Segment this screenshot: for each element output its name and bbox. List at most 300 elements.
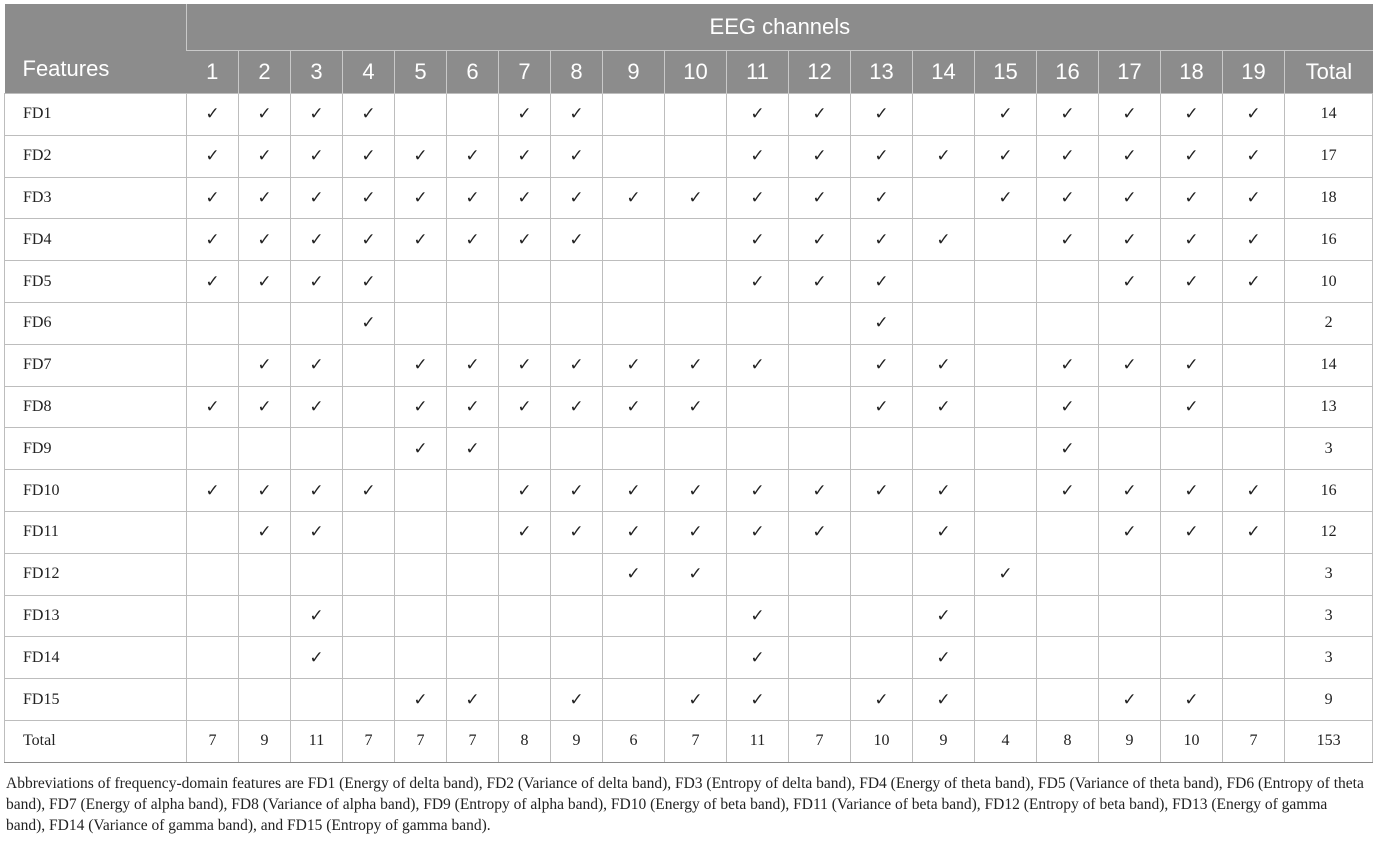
row-total: 3 <box>1285 428 1373 470</box>
column-total: 9 <box>913 720 975 762</box>
empty-cell <box>1099 637 1161 679</box>
table-row <box>5 511 1373 553</box>
empty-cell <box>1037 637 1099 679</box>
feature-label: FD1 <box>5 94 187 136</box>
checkmark-icon: ✓ <box>913 679 975 721</box>
empty-cell <box>913 261 975 303</box>
checkmark-icon: ✓ <box>665 679 727 721</box>
checkmark-icon: ✓ <box>551 679 603 721</box>
feature-label: FD10 <box>5 470 187 512</box>
channel-header: 7 <box>499 51 551 94</box>
empty-cell <box>1099 595 1161 637</box>
checkmark-icon: ✓ <box>343 261 395 303</box>
channel-header-row <box>5 51 1373 94</box>
table-row <box>5 595 1373 637</box>
empty-cell <box>851 511 913 553</box>
empty-cell <box>1223 679 1285 721</box>
checkmark-icon: ✓ <box>551 470 603 512</box>
empty-cell <box>1037 302 1099 344</box>
totals-label: Total <box>5 720 187 762</box>
empty-cell <box>1223 386 1285 428</box>
checkmark-icon: ✓ <box>727 679 789 721</box>
empty-cell <box>727 386 789 428</box>
column-total: 8 <box>499 720 551 762</box>
checkmark-icon: ✓ <box>727 637 789 679</box>
empty-cell <box>551 553 603 595</box>
empty-cell <box>789 553 851 595</box>
table-row <box>5 94 1373 136</box>
empty-cell <box>789 637 851 679</box>
feature-label: FD9 <box>5 428 187 470</box>
checkmark-icon: ✓ <box>913 595 975 637</box>
checkmark-icon: ✓ <box>727 595 789 637</box>
checkmark-icon: ✓ <box>551 386 603 428</box>
empty-cell <box>343 679 395 721</box>
checkmark-icon: ✓ <box>447 679 499 721</box>
checkmark-icon: ✓ <box>1037 219 1099 261</box>
empty-cell <box>499 637 551 679</box>
empty-cell <box>343 595 395 637</box>
channel-header: 10 <box>665 51 727 94</box>
checkmark-icon: ✓ <box>291 511 343 553</box>
empty-cell <box>603 219 665 261</box>
checkmark-icon: ✓ <box>395 344 447 386</box>
row-total: 13 <box>1285 386 1373 428</box>
table-body <box>5 94 1373 763</box>
checkmark-icon: ✓ <box>789 94 851 136</box>
empty-cell <box>603 302 665 344</box>
empty-cell <box>187 679 239 721</box>
checkmark-icon: ✓ <box>851 344 913 386</box>
checkmark-icon: ✓ <box>447 135 499 177</box>
row-total: 17 <box>1285 135 1373 177</box>
empty-cell <box>603 637 665 679</box>
checkmark-icon: ✓ <box>291 177 343 219</box>
checkmark-icon: ✓ <box>499 177 551 219</box>
checkmark-icon: ✓ <box>395 135 447 177</box>
empty-cell <box>975 595 1037 637</box>
empty-cell <box>1161 428 1223 470</box>
empty-cell <box>187 344 239 386</box>
checkmark-icon: ✓ <box>1099 261 1161 303</box>
row-total: 2 <box>1285 302 1373 344</box>
empty-cell <box>499 302 551 344</box>
column-total: 9 <box>1099 720 1161 762</box>
checkmark-icon: ✓ <box>499 470 551 512</box>
table-row <box>5 261 1373 303</box>
checkmark-icon: ✓ <box>603 386 665 428</box>
checkmark-icon: ✓ <box>239 511 291 553</box>
row-total: 3 <box>1285 553 1373 595</box>
feature-label: FD14 <box>5 637 187 679</box>
channel-header: 18 <box>1161 51 1223 94</box>
empty-cell <box>913 428 975 470</box>
checkmark-icon: ✓ <box>291 637 343 679</box>
header-row-group <box>5 4 1373 51</box>
column-total: 7 <box>187 720 239 762</box>
checkmark-icon: ✓ <box>1037 386 1099 428</box>
checkmark-icon: ✓ <box>499 135 551 177</box>
row-total: 16 <box>1285 470 1373 512</box>
checkmark-icon: ✓ <box>1223 135 1285 177</box>
empty-cell <box>395 553 447 595</box>
empty-cell <box>187 595 239 637</box>
empty-cell <box>395 637 447 679</box>
checkmark-icon: ✓ <box>1223 94 1285 136</box>
empty-cell <box>187 637 239 679</box>
channel-header: 9 <box>603 51 665 94</box>
channel-header: 13 <box>851 51 913 94</box>
eeg-channels-header: EEG channels <box>187 4 1373 51</box>
empty-cell <box>1161 637 1223 679</box>
checkmark-icon: ✓ <box>789 177 851 219</box>
table-row <box>5 219 1373 261</box>
checkmark-icon: ✓ <box>727 511 789 553</box>
empty-cell <box>789 428 851 470</box>
checkmark-icon: ✓ <box>1223 511 1285 553</box>
empty-cell <box>551 302 603 344</box>
empty-cell <box>447 595 499 637</box>
checkmark-icon: ✓ <box>603 177 665 219</box>
checkmark-icon: ✓ <box>187 470 239 512</box>
empty-cell <box>447 553 499 595</box>
checkmark-icon: ✓ <box>291 219 343 261</box>
checkmark-icon: ✓ <box>1161 386 1223 428</box>
column-total: 7 <box>447 720 499 762</box>
checkmark-icon: ✓ <box>975 94 1037 136</box>
empty-cell <box>665 428 727 470</box>
empty-cell <box>851 428 913 470</box>
checkmark-icon: ✓ <box>913 386 975 428</box>
channel-header: 8 <box>551 51 603 94</box>
empty-cell <box>1161 302 1223 344</box>
checkmark-icon: ✓ <box>1037 428 1099 470</box>
row-total: 18 <box>1285 177 1373 219</box>
empty-cell <box>551 637 603 679</box>
empty-cell <box>851 637 913 679</box>
table-row <box>5 302 1373 344</box>
checkmark-icon: ✓ <box>789 261 851 303</box>
checkmark-icon: ✓ <box>913 470 975 512</box>
checkmark-icon: ✓ <box>851 135 913 177</box>
empty-cell <box>499 595 551 637</box>
checkmark-icon: ✓ <box>1223 219 1285 261</box>
empty-cell <box>187 428 239 470</box>
empty-cell <box>789 595 851 637</box>
checkmark-icon: ✓ <box>343 302 395 344</box>
empty-cell <box>665 135 727 177</box>
checkmark-icon: ✓ <box>187 135 239 177</box>
empty-cell <box>727 553 789 595</box>
checkmark-icon: ✓ <box>1099 135 1161 177</box>
row-total: 3 <box>1285 637 1373 679</box>
empty-cell <box>603 261 665 303</box>
empty-cell <box>727 302 789 344</box>
empty-cell <box>851 595 913 637</box>
features-header: Features <box>5 4 187 94</box>
table-row <box>5 428 1373 470</box>
checkmark-icon: ✓ <box>603 553 665 595</box>
empty-cell <box>551 595 603 637</box>
column-total: 6 <box>603 720 665 762</box>
column-total: 7 <box>789 720 851 762</box>
empty-cell <box>447 511 499 553</box>
checkmark-icon: ✓ <box>1037 135 1099 177</box>
empty-cell <box>343 511 395 553</box>
checkmark-icon: ✓ <box>239 177 291 219</box>
table-row <box>5 553 1373 595</box>
empty-cell <box>551 428 603 470</box>
feature-channel-table <box>4 4 1373 763</box>
empty-cell <box>1223 553 1285 595</box>
empty-cell <box>975 302 1037 344</box>
checkmark-icon: ✓ <box>727 470 789 512</box>
column-total: 7 <box>395 720 447 762</box>
empty-cell <box>395 261 447 303</box>
checkmark-icon: ✓ <box>789 135 851 177</box>
checkmark-icon: ✓ <box>1037 94 1099 136</box>
empty-cell <box>499 679 551 721</box>
empty-cell <box>665 219 727 261</box>
row-total: 14 <box>1285 94 1373 136</box>
empty-cell <box>975 679 1037 721</box>
empty-cell <box>447 302 499 344</box>
checkmark-icon: ✓ <box>1099 344 1161 386</box>
empty-cell <box>789 679 851 721</box>
empty-cell <box>395 94 447 136</box>
checkmark-icon: ✓ <box>727 261 789 303</box>
empty-cell <box>665 261 727 303</box>
checkmark-icon: ✓ <box>727 94 789 136</box>
column-total: 7 <box>1223 720 1285 762</box>
checkmark-icon: ✓ <box>603 470 665 512</box>
channel-header: 1 <box>187 51 239 94</box>
table-header <box>5 4 1373 94</box>
empty-cell <box>239 553 291 595</box>
totals-row <box>5 720 1373 762</box>
checkmark-icon: ✓ <box>395 177 447 219</box>
checkmark-icon: ✓ <box>499 511 551 553</box>
empty-cell <box>1037 553 1099 595</box>
empty-cell <box>1099 553 1161 595</box>
checkmark-icon: ✓ <box>727 344 789 386</box>
empty-cell <box>975 470 1037 512</box>
checkmark-icon: ✓ <box>1099 470 1161 512</box>
checkmark-icon: ✓ <box>447 219 499 261</box>
empty-cell <box>499 553 551 595</box>
feature-label: FD15 <box>5 679 187 721</box>
channel-header: 5 <box>395 51 447 94</box>
empty-cell <box>395 511 447 553</box>
checkmark-icon: ✓ <box>665 177 727 219</box>
table-row <box>5 386 1373 428</box>
table-footnote: Abbreviations of frequency-domain features are FD1 (Energy of delta band), FD2 (Variance of delta band), FD3 (Entropy of delta band), FD4 (Energy of theta band), FD5 (Variance of theta band), FD6 (Entropy of theta band), FD7 (Energy of alpha band), FD8 (Variance of alpha band), FD9 (Entropy of alpha band), FD10 (Energy of beta band), FD11 (Variance of beta band), FD12 (Entropy of beta band), FD13 (Energy of gamma band), FD14 (Variance of gamma band), and FD15 (Entropy of gamma band). <box>6 774 1364 834</box>
row-total: 12 <box>1285 511 1373 553</box>
checkmark-icon: ✓ <box>343 177 395 219</box>
checkmark-icon: ✓ <box>913 637 975 679</box>
table-row <box>5 135 1373 177</box>
empty-cell <box>1099 302 1161 344</box>
channel-header: 14 <box>913 51 975 94</box>
checkmark-icon: ✓ <box>913 344 975 386</box>
empty-cell <box>603 428 665 470</box>
checkmark-icon: ✓ <box>187 261 239 303</box>
checkmark-icon: ✓ <box>291 595 343 637</box>
checkmark-icon: ✓ <box>291 135 343 177</box>
checkmark-icon: ✓ <box>1099 679 1161 721</box>
empty-cell <box>239 679 291 721</box>
empty-cell <box>187 553 239 595</box>
empty-cell <box>291 679 343 721</box>
empty-cell <box>551 261 603 303</box>
empty-cell <box>913 177 975 219</box>
channel-header: 19 <box>1223 51 1285 94</box>
checkmark-icon: ✓ <box>551 219 603 261</box>
empty-cell <box>665 94 727 136</box>
checkmark-icon: ✓ <box>1161 511 1223 553</box>
checkmark-icon: ✓ <box>851 470 913 512</box>
column-total: 8 <box>1037 720 1099 762</box>
empty-cell <box>665 302 727 344</box>
empty-cell <box>343 553 395 595</box>
checkmark-icon: ✓ <box>395 679 447 721</box>
row-total: 9 <box>1285 679 1373 721</box>
column-total: 4 <box>975 720 1037 762</box>
checkmark-icon: ✓ <box>1037 177 1099 219</box>
checkmark-icon: ✓ <box>291 344 343 386</box>
checkmark-icon: ✓ <box>395 386 447 428</box>
empty-cell <box>975 261 1037 303</box>
checkmark-icon: ✓ <box>975 135 1037 177</box>
checkmark-icon: ✓ <box>727 135 789 177</box>
checkmark-icon: ✓ <box>1099 511 1161 553</box>
empty-cell <box>343 344 395 386</box>
channel-header: 15 <box>975 51 1037 94</box>
empty-cell <box>187 302 239 344</box>
column-total: 10 <box>851 720 913 762</box>
channel-header: 12 <box>789 51 851 94</box>
checkmark-icon: ✓ <box>789 470 851 512</box>
checkmark-icon: ✓ <box>551 177 603 219</box>
checkmark-icon: ✓ <box>975 553 1037 595</box>
feature-label: FD12 <box>5 553 187 595</box>
checkmark-icon: ✓ <box>1161 679 1223 721</box>
checkmark-icon: ✓ <box>603 344 665 386</box>
row-total: 3 <box>1285 595 1373 637</box>
checkmark-icon: ✓ <box>239 135 291 177</box>
feature-label: FD5 <box>5 261 187 303</box>
checkmark-icon: ✓ <box>1099 219 1161 261</box>
checkmark-icon: ✓ <box>499 386 551 428</box>
checkmark-icon: ✓ <box>665 470 727 512</box>
checkmark-icon: ✓ <box>727 219 789 261</box>
empty-cell <box>343 428 395 470</box>
empty-cell <box>1037 511 1099 553</box>
empty-cell <box>1037 261 1099 303</box>
row-total: 10 <box>1285 261 1373 303</box>
checkmark-icon: ✓ <box>1037 470 1099 512</box>
empty-cell <box>975 219 1037 261</box>
empty-cell <box>603 135 665 177</box>
empty-cell <box>665 595 727 637</box>
checkmark-icon: ✓ <box>665 553 727 595</box>
checkmark-icon: ✓ <box>291 386 343 428</box>
checkmark-icon: ✓ <box>851 94 913 136</box>
feature-label: FD13 <box>5 595 187 637</box>
checkmark-icon: ✓ <box>343 135 395 177</box>
checkmark-icon: ✓ <box>551 344 603 386</box>
checkmark-icon: ✓ <box>1223 470 1285 512</box>
column-total: 10 <box>1161 720 1223 762</box>
column-total: 9 <box>551 720 603 762</box>
checkmark-icon: ✓ <box>239 344 291 386</box>
checkmark-icon: ✓ <box>239 470 291 512</box>
checkmark-icon: ✓ <box>665 386 727 428</box>
empty-cell <box>343 386 395 428</box>
grand-total: 153 <box>1285 720 1373 762</box>
checkmark-icon: ✓ <box>395 428 447 470</box>
checkmark-icon: ✓ <box>239 261 291 303</box>
empty-cell <box>789 386 851 428</box>
checkmark-icon: ✓ <box>851 177 913 219</box>
checkmark-icon: ✓ <box>1161 219 1223 261</box>
table-container <box>4 4 1370 836</box>
table-row <box>5 679 1373 721</box>
checkmark-icon: ✓ <box>665 344 727 386</box>
checkmark-icon: ✓ <box>1099 177 1161 219</box>
checkmark-icon: ✓ <box>343 94 395 136</box>
empty-cell <box>447 261 499 303</box>
checkmark-icon: ✓ <box>1161 470 1223 512</box>
feature-label: FD11 <box>5 511 187 553</box>
checkmark-icon: ✓ <box>447 428 499 470</box>
channel-header: 3 <box>291 51 343 94</box>
empty-cell <box>603 94 665 136</box>
table-row <box>5 637 1373 679</box>
empty-cell <box>447 470 499 512</box>
checkmark-icon: ✓ <box>727 177 789 219</box>
checkmark-icon: ✓ <box>551 511 603 553</box>
empty-cell <box>1161 553 1223 595</box>
empty-cell <box>239 595 291 637</box>
checkmark-icon: ✓ <box>187 386 239 428</box>
table-row <box>5 177 1373 219</box>
checkmark-icon: ✓ <box>665 511 727 553</box>
checkmark-icon: ✓ <box>239 219 291 261</box>
empty-cell <box>913 553 975 595</box>
checkmark-icon: ✓ <box>851 386 913 428</box>
table-row <box>5 344 1373 386</box>
checkmark-icon: ✓ <box>239 94 291 136</box>
checkmark-icon: ✓ <box>239 386 291 428</box>
empty-cell <box>1223 428 1285 470</box>
empty-cell <box>447 637 499 679</box>
feature-label: FD3 <box>5 177 187 219</box>
checkmark-icon: ✓ <box>343 470 395 512</box>
table-row <box>5 470 1373 512</box>
channel-header: 6 <box>447 51 499 94</box>
checkmark-icon: ✓ <box>1161 261 1223 303</box>
empty-cell <box>187 511 239 553</box>
column-total: 7 <box>665 720 727 762</box>
checkmark-icon: ✓ <box>789 511 851 553</box>
checkmark-icon: ✓ <box>187 219 239 261</box>
checkmark-icon: ✓ <box>913 135 975 177</box>
empty-cell <box>913 302 975 344</box>
feature-label: FD2 <box>5 135 187 177</box>
empty-cell <box>239 637 291 679</box>
empty-cell <box>975 344 1037 386</box>
